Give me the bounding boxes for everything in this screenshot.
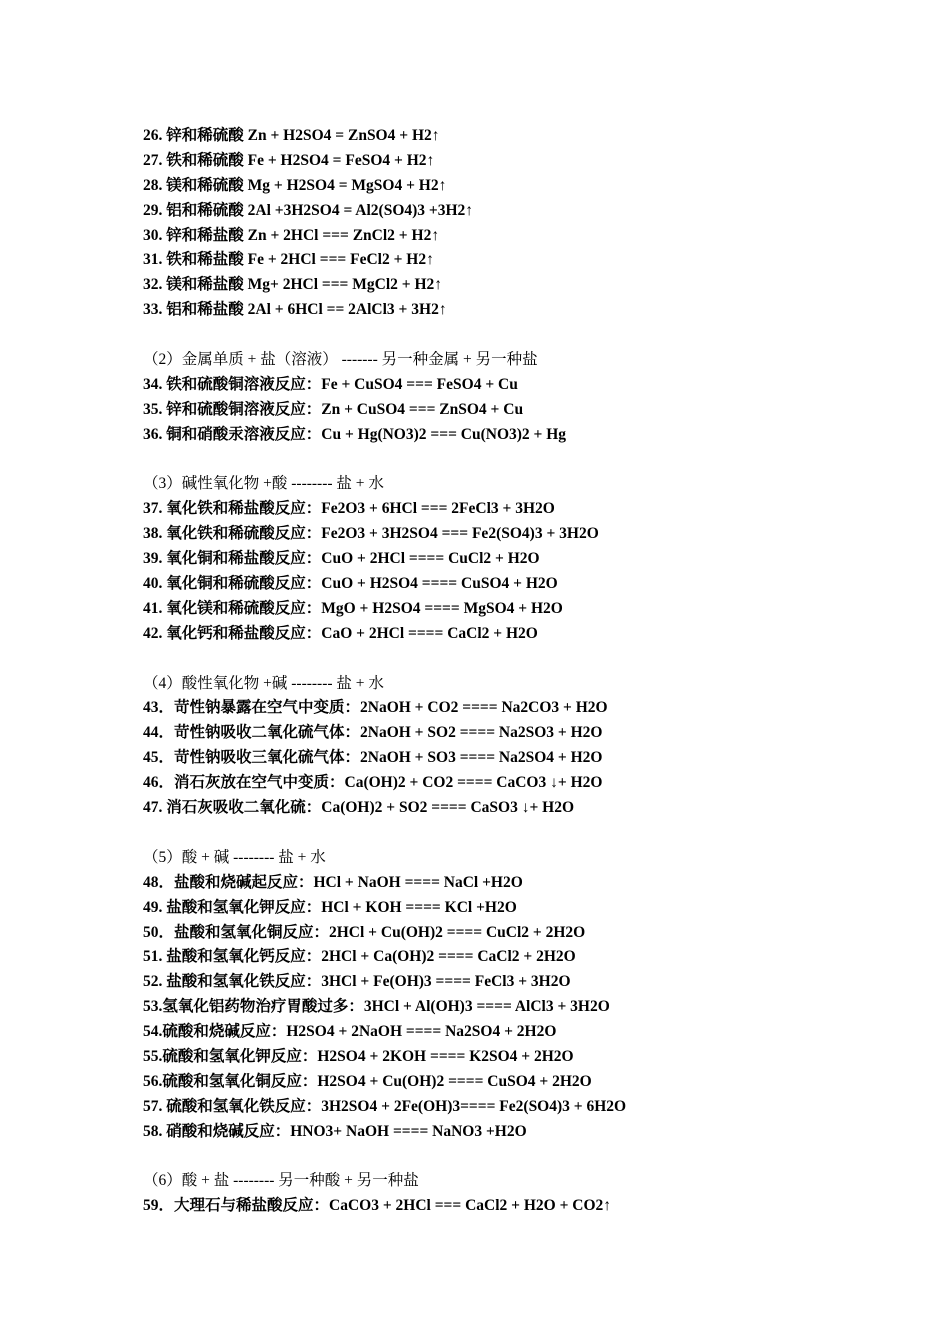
blank-line [143,448,903,473]
section-heading: （5）酸 + 碱 -------- 盐 + 水 [143,848,326,866]
equation-line: 41. 氧化镁和稀硫酸反应：MgO + H2SO4 ==== MgSO4 + H2O [143,599,563,617]
equation-line: 27. 铁和稀硫酸 Fe + H2SO4 = FeSO4 + H2↑ [143,151,435,169]
equation-line: 50．盐酸和氢氧化铜反应：2HCl + Cu(OH)2 ==== CuCl2 + 2H2O [143,923,586,941]
equation-line: 43．苛性钠暴露在空气中变质：2NaOH + CO2 ==== Na2CO3 + H2O [143,699,608,717]
section-heading: （3）碱性氧化物 +酸 -------- 盐 + 水 [143,475,384,493]
equation-line: 58. 硝酸和烧碱反应：HNO3+ NaOH ==== NaNO3 +H2O [143,1122,527,1140]
equation-line: 28. 镁和稀硫酸 Mg + H2SO4 = MgSO4 + H2↑ [143,176,447,194]
equation-line: 29. 铝和稀硫酸 2Al +3H2SO4 = Al2(SO4)3 +3H2↑ [143,201,474,219]
equation-line: 40. 氧化铜和稀硫酸反应：CuO + H2SO4 ==== CuSO4 + H2O [143,575,558,593]
equation-line: 59．大理石与稀盐酸反应：CaCO3 + 2HCl === CaCl2 + H2O + CO2↑ [143,1197,612,1215]
equation-line: 46．消石灰放在空气中变质：Ca(OH)2 + CO2 ==== CaCO3 ↓+ H2O [143,774,603,792]
equation-line: 42. 氧化钙和稀盐酸反应：CaO + 2HCl ==== CaCl2 + H2O [143,624,538,642]
equation-line: 32. 镁和稀盐酸 Mg+ 2HCl === MgCl2 + H2↑ [143,276,443,294]
equation-line: 51. 盐酸和氢氧化钙反应：2HCl + Ca(OH)2 ==== CaCl2 + 2H2O [143,948,576,966]
blank-line [143,1145,903,1170]
blank-line [143,323,903,348]
equation-line: 47. 消石灰吸收二氧化硫：Ca(OH)2 + SO2 ==== CaSO3 ↓+ H2O [143,799,575,817]
equation-line: 54.硫酸和烧碱反应：H2SO4 + 2NaOH ==== Na2SO4 + 2H2O [143,1023,557,1041]
blank-line [143,647,903,672]
equation-line: 35. 锌和硫酸铜溶液反应：Zn + CuSO4 === ZnSO4 + Cu [143,400,524,418]
section-heading: （2）金属单质 + 盐（溶液） ------- 另一种金属 + 另一种盐 [143,351,538,369]
equation-line: 48．盐酸和烧碱起反应：HCl + NaOH ==== NaCl +H2O [143,873,523,891]
equation-line: 38. 氧化铁和稀硫酸反应：Fe2O3 + 3H2SO4 === Fe2(SO4)3 + 3H2O [143,525,599,543]
equation-line: 53.氢氧化铝药物治疗胃酸过多：3HCl + Al(OH)3 ==== AlCl3 + 3H2O [143,998,610,1016]
equation-line: 52. 盐酸和氢氧化铁反应：3HCl + Fe(OH)3 ==== FeCl3 + 3H2O [143,973,571,991]
equation-line: 33. 铝和稀盐酸 2Al + 6HCl == 2AlCl3 + 3H2↑ [143,301,447,319]
equation-line: 44．苛性钠吸收二氧化硫气体：2NaOH + SO2 ==== Na2SO3 + H2O [143,724,603,742]
equation-line: 30. 锌和稀盐酸 Zn + 2HCl === ZnCl2 + H2↑ [143,226,440,244]
equation-line: 57. 硫酸和氢氧化铁反应：3H2SO4 + 2Fe(OH)3==== Fe2(SO4)3 + 6H2O [143,1097,627,1115]
equation-line: 56.硫酸和氢氧化铜反应：H2SO4 + Cu(OH)2 ==== CuSO4 + 2H2O [143,1072,592,1090]
equation-line: 31. 铁和稀盐酸 Fe + 2HCl === FeCl2 + H2↑ [143,251,434,269]
equation-line: 45．苛性钠吸收三氧化硫气体：2NaOH + SO3 ==== Na2SO4 + H2O [143,749,603,767]
equation-line: 34. 铁和硫酸铜溶液反应：Fe + CuSO4 === FeSO4 + Cu [143,375,518,393]
section-heading: （4）酸性氧化物 +碱 -------- 盐 + 水 [143,674,384,692]
equation-line: 39. 氧化铜和稀盐酸反应：CuO + 2HCl ==== CuCl2 + H2O [143,550,540,568]
section-heading: （6）酸 + 盐 -------- 另一种酸 + 另一种盐 [143,1172,419,1190]
equation-line: 49. 盐酸和氢氧化钾反应：HCl + KOH ==== KCl +H2O [143,898,517,916]
equation-line: 26. 锌和稀硫酸 Zn + H2SO4 = ZnSO4 + H2↑ [143,127,440,144]
blank-line [143,821,903,846]
equation-line: 55.硫酸和氢氧化钾反应：H2SO4 + 2KOH ==== K2SO4 + 2H2O [143,1047,574,1065]
document-body [143,124,903,1219]
equation-line: 36. 铜和硝酸汞溶液反应：Cu + Hg(NO3)2 === Cu(NO3)2 + Hg [143,425,567,443]
equation-line: 37. 氧化铁和稀盐酸反应：Fe2O3 + 6HCl === 2FeCl3 + 3H2O [143,500,555,518]
